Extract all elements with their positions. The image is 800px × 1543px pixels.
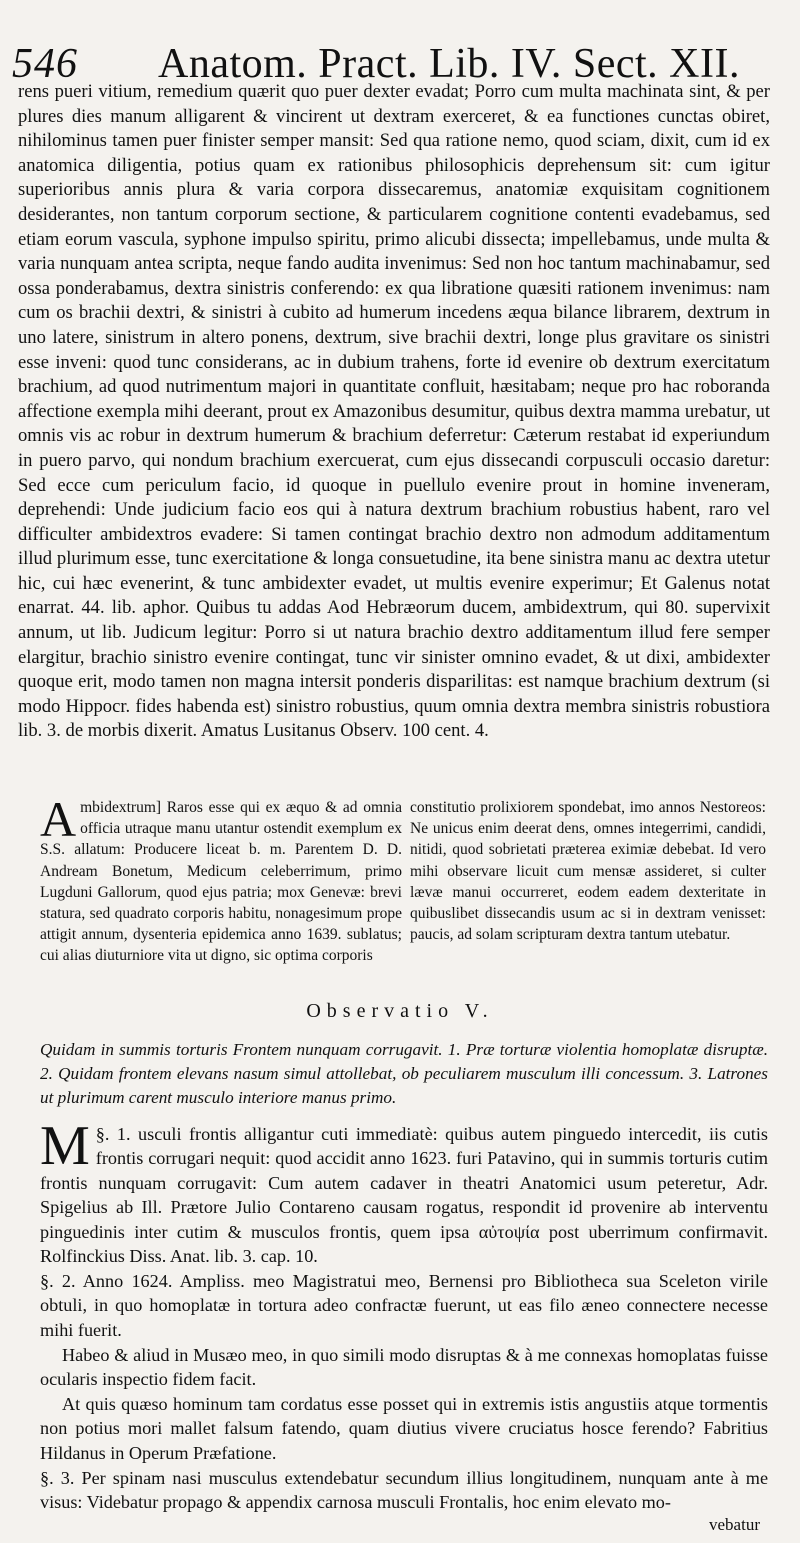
body-paragraph: rens pueri vitium, remedium quærit quo puer dexter evadat; Porro cum multa machinata sint, & per plures dies manum alligarent & vincirent ut dextram exerceret, & ea functiones cunctas obiret, nihilominus tamen puer finister semper mansit: Sed qua ratione nemo, quod sciam, dixit, cum id ex anatomica diligentia, potius quam ex rationibus philosophicis deprehensum sit: cum igitur superioribus annis plura & varia corpora dissecaremus, anatomiæ exquisitam cognitionem desiderantes, non tantum corporum sectione, & particularem cognitione contenti evadebamus, sed etiam eorum vascula, syphone impulso spiritu, primo alicubi dissecta; impellebamus, unde multa & varia nunquam antea scripta, neque fando audita invenimus: Sed non hoc tantum machinabamur, sed ossa ponderabamus, dextra sinistris conferendo: ex qua libratione quæsiti rationem invenimus: nam cum os brachii dextri, & sinistri à cubito ad humerum incedens æqua bilance librarem, dextrum in uno latere, sinistrum in altero ponens, dextrum, sive brachii dextri, longe plus gravitare os sinistri esse inveni: quod tunc considerans, ac in dubium trahens, forte id evenire ob dextrum exercitatum brachium, ad quod nutrimentum majori in quantitate confluit, hæsitabam; neque pro hac roboranda affectione exempla mihi deerant, prout ex Amazonibus desumitur, quibus dextra mamma urebatur, ut omnis vis ac robur in dextrum humerum & brachium deferretur: Cæterum restabat id experiundum in puero parvo, qui nondum brachium exercuerat, cum ejus dissecandi corpusculi occasio daretur: Sed ecce cum periculum facio, id quoque in puellulo evenire prout in homine inveneram, deprehendi: Unde judicium facio eos qui à natura dextrum brachium robustius habent, raro vel difficulter ambidextros evadere: Si tamen contingat brachio dextro non admodum additamentum illud plurimum esse, tunc exercitatione & longa consuetudine, ita bene sinistra manu ac dextra utetur hic, cui hæc evenerint, & tunc ambidexter evadet, ut multis evenire experimur; Et Galenus notat enarrat. 44. lib. aphor. Quibus tu addas Aod Hebræorum ducem, ambidextrum, qui 80. supervixit annum, ut lib. Judicum legitur: Porro si ut natura brachio dextro additamentum illud fere semper elargitur, brachio sinistro evenire contingat, tunc vir sinister omnino evadet, & ut dixi, ambidexter quoque erit, modo tamen non magna intersit ponderis disparilitas: est namque brachium dextrum (si modo Hippocr. fides habenda est) sinistro robustius, quum omnia dextra membra sinistris robustiora lib. 3. de morbis dixerit. Amatus Lusitanus Observ. 100 cent. 4. [18,81,770,742]
running-header [8,22,778,87]
main-text [18,80,770,744]
page-number: 546 [12,41,78,87]
section-3 [40,1466,768,1515]
annotation-right-text: constitutio prolixiorem spondebat, imo annos Nestoreos: Ne unicus enim deerat dens, omnes integerrimi, candidi, nitidi, quod sobrietati præterea eximiæ debebat. Id vero mihi observare licuit cum mensæ assideret, si culter lævæ manui occurreret, eodem eadem dexteritate in quibuslibet dissecandis usum ac si in dextram venisset: paucis, ad solam scripturam dextra tantum utebatur. [410,799,766,944]
annotation-right-column [410,797,766,967]
annotation-left-text: mbidextrum] Raros esse qui ex æquo & ad omnia officia utraque manu utantur ostendit exemplum ex S.S. allatum: Producere liceat b. m. Parentem D. D. Andream Bonetum, Medicum celeberrimum, primo Lugduni Gallorum, quod ejus patria; mox Genevæ: brevi statura, sed quadrato corporis habitu, nonagesimum prope attigit annum, dysenteria epidemica anno 1639. sublatus; cui alias diuturniore vita ut digno, sic optima corporis [40,799,402,965]
section-text: Anno 1624. Ampliss. meo Magistratui meo, Bernensi pro Bibliotheca sua Sceleton virile obtuli, in quo homoplatæ in tortura adeo confractæ fuerunt, ut eas filo æneo connectere necesse mihi fuerit. [40,1271,769,1340]
section-2-paragraph-2 [40,1343,768,1392]
running-title: Anatom. Pract. Lib. IV. Sect. XII. [158,41,740,87]
section-2 [40,1269,768,1342]
drop-capital: M [40,1115,90,1177]
section-number: §. 1. [95,1124,131,1144]
section-1 [40,1115,768,1268]
annotation-columns [40,791,766,967]
drop-capital: A [40,791,77,847]
observatio-summary: Quidam in summis torturis Frontem nunquam corrugavit. 1. Præ torturæ violentia homoplatæ disruptæ. 2. Quidam frontem elevans nasum simul attollebat, ob peculiarem musculum illi concessum. 3. Latrones ut plurimum carent musculo interiore manus primo. [40,1040,768,1107]
section-text: Habeo & aliud in Musæo meo, in quo simili modo disruptas & à me connexas homoplatas fuisse ocularis inspectio fidem facit. [40,1345,768,1390]
catchword: vebatur [709,1515,760,1534]
section-2-paragraph-3 [40,1392,768,1465]
section-text: At quis quæso hominum tam cordatus esse posset qui in extremis istis angustiis atque tormentis non potius mori mallet falsum fatendo, quam diutius vivere cruciatus hosce ferendo? Fabritius Hildanus in Operum Præfatione. [40,1394,768,1463]
section-text: usculi frontis alligantur cuti immediatè: quibus autem pinguedo intercedit, iis cutis frontis corrugari nequit: quod accidit anno 1623. furi Patavino, qui in summis torturis cutim frontis nunquam corrugavit: Cum autem cadaver in theatri Anatomici usum peteretur, Adr. Spigelius ab Ill. Prætore Julio Contareno causam rogatus, respondit id provenire ab interventu pinguedinis inter cutim & musculos frontis, quem ipsa αὐτοψία post uberrimum confirmavit. Rolfinckius Diss. Anat. lib. 3. cap. 10. [40,1124,768,1267]
section-text: Per spinam nasi musculus extendebatur secundum illius longitudinem, nunquam ante à me visus: Videbatur propago & appendix carnosa musculi Frontalis, hoc enim elevato mo- [40,1468,769,1513]
annotation-left-column [40,791,402,967]
section-number: §. 3. [40,1468,75,1488]
section-number: §. 2. [40,1271,76,1291]
observatio-heading: Observatio V. [306,1000,494,1022]
